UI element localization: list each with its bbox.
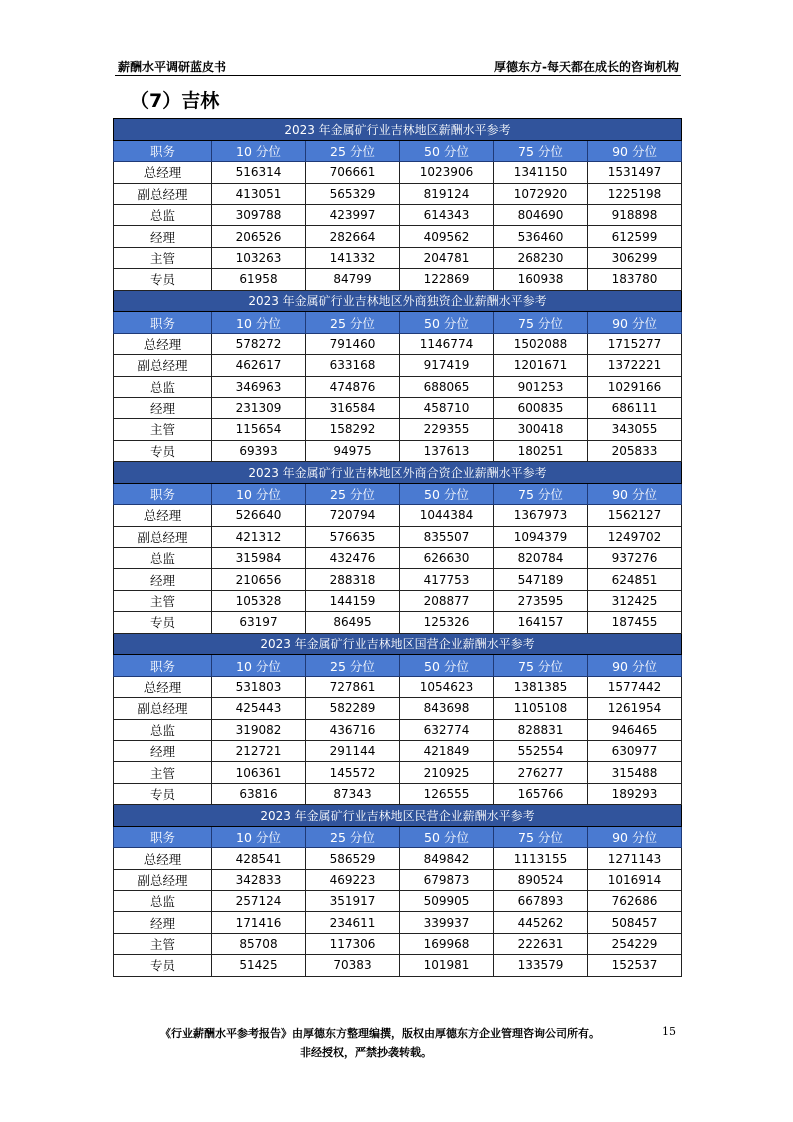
salary-cell: 547189 [494, 569, 588, 590]
salary-cell: 1054623 [400, 676, 494, 697]
salary-cell: 1201671 [494, 355, 588, 376]
column-header: 10 分位 [212, 140, 306, 161]
table-row [114, 762, 682, 783]
column-header: 90 分位 [588, 483, 682, 504]
salary-cell: 158292 [306, 419, 400, 440]
salary-cell: 291144 [306, 740, 400, 761]
salary-cell: 122869 [400, 269, 494, 290]
salary-cell: 339937 [400, 912, 494, 933]
column-header: 10 分位 [212, 483, 306, 504]
table-row [114, 419, 682, 440]
header-right-slogan: 厚德东方-每天都在成长的咨询机构 [494, 60, 679, 74]
table-caption: 2023 年金属矿行业吉林地区薪酬水平参考 [114, 119, 682, 141]
table-header-row [114, 140, 682, 161]
position-cell: 主管 [114, 419, 212, 440]
salary-cell: 835507 [400, 526, 494, 547]
salary-cell: 51425 [212, 955, 306, 976]
position-cell: 经理 [114, 569, 212, 590]
column-header: 25 分位 [306, 140, 400, 161]
column-header: 10 分位 [212, 826, 306, 847]
salary-cell: 706661 [306, 162, 400, 183]
salary-cell: 288318 [306, 569, 400, 590]
salary-cell: 720794 [306, 505, 400, 526]
salary-cell: 614343 [400, 204, 494, 225]
salary-cell: 273595 [494, 590, 588, 611]
table-row [114, 376, 682, 397]
position-cell: 总监 [114, 719, 212, 740]
salary-cell: 1225198 [588, 183, 682, 204]
table-row [114, 569, 682, 590]
table-row [114, 848, 682, 869]
salary-cell: 101981 [400, 955, 494, 976]
table-row [114, 162, 682, 183]
salary-cell: 1029166 [588, 376, 682, 397]
column-header: 25 分位 [306, 483, 400, 504]
salary-cell: 316584 [306, 397, 400, 418]
salary-cell: 425443 [212, 698, 306, 719]
table-caption-row [114, 119, 682, 141]
salary-cell: 231309 [212, 397, 306, 418]
salary-cell: 917419 [400, 355, 494, 376]
salary-cell: 141332 [306, 247, 400, 268]
column-header: 50 分位 [400, 483, 494, 504]
column-header: 50 分位 [400, 312, 494, 333]
salary-cell: 679873 [400, 869, 494, 890]
salary-cell: 84799 [306, 269, 400, 290]
salary-cell: 626630 [400, 548, 494, 569]
table-row [114, 397, 682, 418]
salary-cell: 1044384 [400, 505, 494, 526]
salary-cell: 409562 [400, 226, 494, 247]
salary-cell: 667893 [494, 891, 588, 912]
salary-cell: 791460 [306, 333, 400, 354]
salary-cell: 1367973 [494, 505, 588, 526]
column-header: 90 分位 [588, 826, 682, 847]
salary-cell: 762686 [588, 891, 682, 912]
salary-cell: 86495 [306, 612, 400, 633]
salary-cell: 576635 [306, 526, 400, 547]
salary-cell: 222631 [494, 933, 588, 954]
salary-table [113, 118, 682, 977]
salary-cell: 346963 [212, 376, 306, 397]
salary-cell: 819124 [400, 183, 494, 204]
salary-cell: 125326 [400, 612, 494, 633]
salary-cell: 918898 [588, 204, 682, 225]
salary-cell: 343055 [588, 419, 682, 440]
salary-cell: 937276 [588, 548, 682, 569]
position-cell: 专员 [114, 955, 212, 976]
column-header: 职务 [114, 655, 212, 676]
salary-cell: 206526 [212, 226, 306, 247]
position-cell: 副总经理 [114, 526, 212, 547]
salary-cell: 436716 [306, 719, 400, 740]
position-cell: 总监 [114, 548, 212, 569]
table-row [114, 740, 682, 761]
salary-cell: 1577442 [588, 676, 682, 697]
salary-cell: 69393 [212, 440, 306, 461]
table-row [114, 676, 682, 697]
salary-cell: 1531497 [588, 162, 682, 183]
header-divider [115, 75, 681, 76]
position-cell: 主管 [114, 247, 212, 268]
salary-cell: 423997 [306, 204, 400, 225]
salary-cell: 160938 [494, 269, 588, 290]
salary-cell: 282664 [306, 226, 400, 247]
salary-cell: 187455 [588, 612, 682, 633]
table-row [114, 226, 682, 247]
position-cell: 总经理 [114, 162, 212, 183]
salary-cell: 309788 [212, 204, 306, 225]
position-cell: 总监 [114, 204, 212, 225]
salary-cell: 268230 [494, 247, 588, 268]
salary-cell: 630977 [588, 740, 682, 761]
salary-cell: 1372221 [588, 355, 682, 376]
salary-cell: 212721 [212, 740, 306, 761]
position-cell: 经理 [114, 912, 212, 933]
position-cell: 经理 [114, 740, 212, 761]
salary-cell: 306299 [588, 247, 682, 268]
salary-cell: 1094379 [494, 526, 588, 547]
table-row [114, 355, 682, 376]
salary-cell: 1715277 [588, 333, 682, 354]
salary-cell: 686111 [588, 397, 682, 418]
column-header: 90 分位 [588, 312, 682, 333]
salary-cell: 536460 [494, 226, 588, 247]
column-header: 75 分位 [494, 655, 588, 676]
table-caption-row [114, 462, 682, 484]
table-caption-row [114, 633, 682, 655]
column-header: 75 分位 [494, 483, 588, 504]
salary-cell: 234611 [306, 912, 400, 933]
page-number: 15 [662, 1025, 676, 1038]
salary-cell: 565329 [306, 183, 400, 204]
salary-cell: 1502088 [494, 333, 588, 354]
table-row [114, 955, 682, 976]
salary-cell: 117306 [306, 933, 400, 954]
table-row [114, 590, 682, 611]
header-left-title: 薪酬水平调研蓝皮书 [118, 60, 227, 74]
table-row [114, 204, 682, 225]
position-cell: 主管 [114, 590, 212, 611]
table-caption: 2023 年金属矿行业吉林地区国营企业薪酬水平参考 [114, 633, 682, 655]
salary-cell: 1113155 [494, 848, 588, 869]
salary-cell: 169968 [400, 933, 494, 954]
position-cell: 总经理 [114, 333, 212, 354]
salary-cell: 189293 [588, 783, 682, 804]
salary-cell: 254229 [588, 933, 682, 954]
salary-cell: 257124 [212, 891, 306, 912]
salary-cell: 582289 [306, 698, 400, 719]
salary-cell: 315488 [588, 762, 682, 783]
salary-cell: 300418 [494, 419, 588, 440]
salary-cell: 1146774 [400, 333, 494, 354]
salary-cell: 210656 [212, 569, 306, 590]
salary-cell: 413051 [212, 183, 306, 204]
column-header: 25 分位 [306, 312, 400, 333]
salary-cell: 312425 [588, 590, 682, 611]
table-row [114, 912, 682, 933]
salary-cell: 145572 [306, 762, 400, 783]
position-cell: 经理 [114, 397, 212, 418]
column-header: 职务 [114, 483, 212, 504]
salary-cell: 552554 [494, 740, 588, 761]
position-cell: 专员 [114, 612, 212, 633]
position-cell: 副总经理 [114, 869, 212, 890]
salary-cell: 445262 [494, 912, 588, 933]
table-header-row [114, 826, 682, 847]
salary-cell: 87343 [306, 783, 400, 804]
column-header: 90 分位 [588, 655, 682, 676]
table-caption: 2023 年金属矿行业吉林地区外商合资企业薪酬水平参考 [114, 462, 682, 484]
salary-cell: 1562127 [588, 505, 682, 526]
salary-cell: 210925 [400, 762, 494, 783]
salary-cell: 890524 [494, 869, 588, 890]
column-header: 10 分位 [212, 312, 306, 333]
column-header: 50 分位 [400, 655, 494, 676]
salary-cell: 105328 [212, 590, 306, 611]
salary-cell: 115654 [212, 419, 306, 440]
table-caption-row [114, 805, 682, 827]
salary-cell: 509905 [400, 891, 494, 912]
salary-cell: 1016914 [588, 869, 682, 890]
table-row [114, 783, 682, 804]
table-row [114, 698, 682, 719]
position-cell: 专员 [114, 269, 212, 290]
table-row [114, 548, 682, 569]
salary-cell: 319082 [212, 719, 306, 740]
salary-cell: 1341150 [494, 162, 588, 183]
salary-cell: 205833 [588, 440, 682, 461]
column-header: 25 分位 [306, 655, 400, 676]
position-cell: 副总经理 [114, 698, 212, 719]
salary-cell: 152537 [588, 955, 682, 976]
position-cell: 专员 [114, 783, 212, 804]
salary-cell: 164157 [494, 612, 588, 633]
salary-cell: 61958 [212, 269, 306, 290]
table-row [114, 612, 682, 633]
salary-cell: 828831 [494, 719, 588, 740]
salary-cell: 1271143 [588, 848, 682, 869]
salary-cell: 946465 [588, 719, 682, 740]
salary-cell: 208877 [400, 590, 494, 611]
salary-cell: 85708 [212, 933, 306, 954]
salary-cell: 1072920 [494, 183, 588, 204]
table-caption-row [114, 290, 682, 312]
salary-cell: 63816 [212, 783, 306, 804]
salary-cell: 421312 [212, 526, 306, 547]
salary-cell: 516314 [212, 162, 306, 183]
salary-cell: 342833 [212, 869, 306, 890]
salary-cell: 315984 [212, 548, 306, 569]
position-cell: 专员 [114, 440, 212, 461]
salary-cell: 165766 [494, 783, 588, 804]
position-cell: 总经理 [114, 505, 212, 526]
table-row [114, 269, 682, 290]
position-cell: 总监 [114, 891, 212, 912]
column-header: 25 分位 [306, 826, 400, 847]
section-title: （7）吉林 [130, 90, 220, 112]
salary-cell: 183780 [588, 269, 682, 290]
column-header: 10 分位 [212, 655, 306, 676]
salary-cell: 1249702 [588, 526, 682, 547]
column-header: 75 分位 [494, 312, 588, 333]
salary-cell: 578272 [212, 333, 306, 354]
salary-cell: 180251 [494, 440, 588, 461]
salary-cell: 586529 [306, 848, 400, 869]
salary-cell: 1261954 [588, 698, 682, 719]
salary-cell: 804690 [494, 204, 588, 225]
column-header: 职务 [114, 140, 212, 161]
table-row [114, 183, 682, 204]
salary-cell: 421849 [400, 740, 494, 761]
salary-cell: 1105108 [494, 698, 588, 719]
salary-cell: 63197 [212, 612, 306, 633]
position-cell: 副总经理 [114, 183, 212, 204]
position-cell: 总监 [114, 376, 212, 397]
column-header: 90 分位 [588, 140, 682, 161]
salary-cell: 432476 [306, 548, 400, 569]
salary-cell: 351917 [306, 891, 400, 912]
salary-cell: 276277 [494, 762, 588, 783]
salary-cell: 469223 [306, 869, 400, 890]
column-header: 职务 [114, 312, 212, 333]
salary-cell: 1023906 [400, 162, 494, 183]
salary-cell: 144159 [306, 590, 400, 611]
salary-cell: 94975 [306, 440, 400, 461]
table-row [114, 719, 682, 740]
salary-cell: 474876 [306, 376, 400, 397]
salary-cell: 462617 [212, 355, 306, 376]
column-header: 50 分位 [400, 826, 494, 847]
salary-cell: 133579 [494, 955, 588, 976]
column-header: 50 分位 [400, 140, 494, 161]
table-row [114, 247, 682, 268]
salary-cell: 624851 [588, 569, 682, 590]
salary-cell: 1381385 [494, 676, 588, 697]
salary-cell: 849842 [400, 848, 494, 869]
table-row [114, 869, 682, 890]
salary-cell: 106361 [212, 762, 306, 783]
position-cell: 副总经理 [114, 355, 212, 376]
salary-cell: 126555 [400, 783, 494, 804]
salary-cell: 600835 [494, 397, 588, 418]
salary-cell: 688065 [400, 376, 494, 397]
salary-cell: 843698 [400, 698, 494, 719]
position-cell: 总经理 [114, 676, 212, 697]
salary-cell: 229355 [400, 419, 494, 440]
column-header: 职务 [114, 826, 212, 847]
salary-cell: 901253 [494, 376, 588, 397]
table-row [114, 333, 682, 354]
table-header-row [114, 655, 682, 676]
salary-cell: 204781 [400, 247, 494, 268]
salary-cell: 612599 [588, 226, 682, 247]
salary-cell: 103263 [212, 247, 306, 268]
salary-cell: 508457 [588, 912, 682, 933]
table-header-row [114, 483, 682, 504]
footer-notice: 非经授权，严禁抄袭转载。 [300, 1046, 432, 1059]
salary-cell: 458710 [400, 397, 494, 418]
table-row [114, 891, 682, 912]
position-cell: 主管 [114, 762, 212, 783]
position-cell: 总经理 [114, 848, 212, 869]
position-cell: 主管 [114, 933, 212, 954]
table-row [114, 526, 682, 547]
salary-cell: 171416 [212, 912, 306, 933]
salary-cell: 526640 [212, 505, 306, 526]
table-caption: 2023 年金属矿行业吉林地区外商独资企业薪酬水平参考 [114, 290, 682, 312]
table-row [114, 505, 682, 526]
table-header-row [114, 312, 682, 333]
salary-cell: 137613 [400, 440, 494, 461]
salary-cell: 70383 [306, 955, 400, 976]
table-row [114, 933, 682, 954]
salary-cell: 417753 [400, 569, 494, 590]
column-header: 75 分位 [494, 826, 588, 847]
position-cell: 经理 [114, 226, 212, 247]
salary-cell: 727861 [306, 676, 400, 697]
salary-cell: 820784 [494, 548, 588, 569]
salary-cell: 632774 [400, 719, 494, 740]
table-row [114, 440, 682, 461]
footer-copyright: 《行业薪酬水平参考报告》由厚德东方整理编撰，版权由厚德东方企业管理咨询公司所有。 [160, 1027, 600, 1040]
salary-tables [113, 118, 681, 977]
column-header: 75 分位 [494, 140, 588, 161]
salary-cell: 531803 [212, 676, 306, 697]
table-caption: 2023 年金属矿行业吉林地区民营企业薪酬水平参考 [114, 805, 682, 827]
salary-cell: 428541 [212, 848, 306, 869]
salary-cell: 633168 [306, 355, 400, 376]
